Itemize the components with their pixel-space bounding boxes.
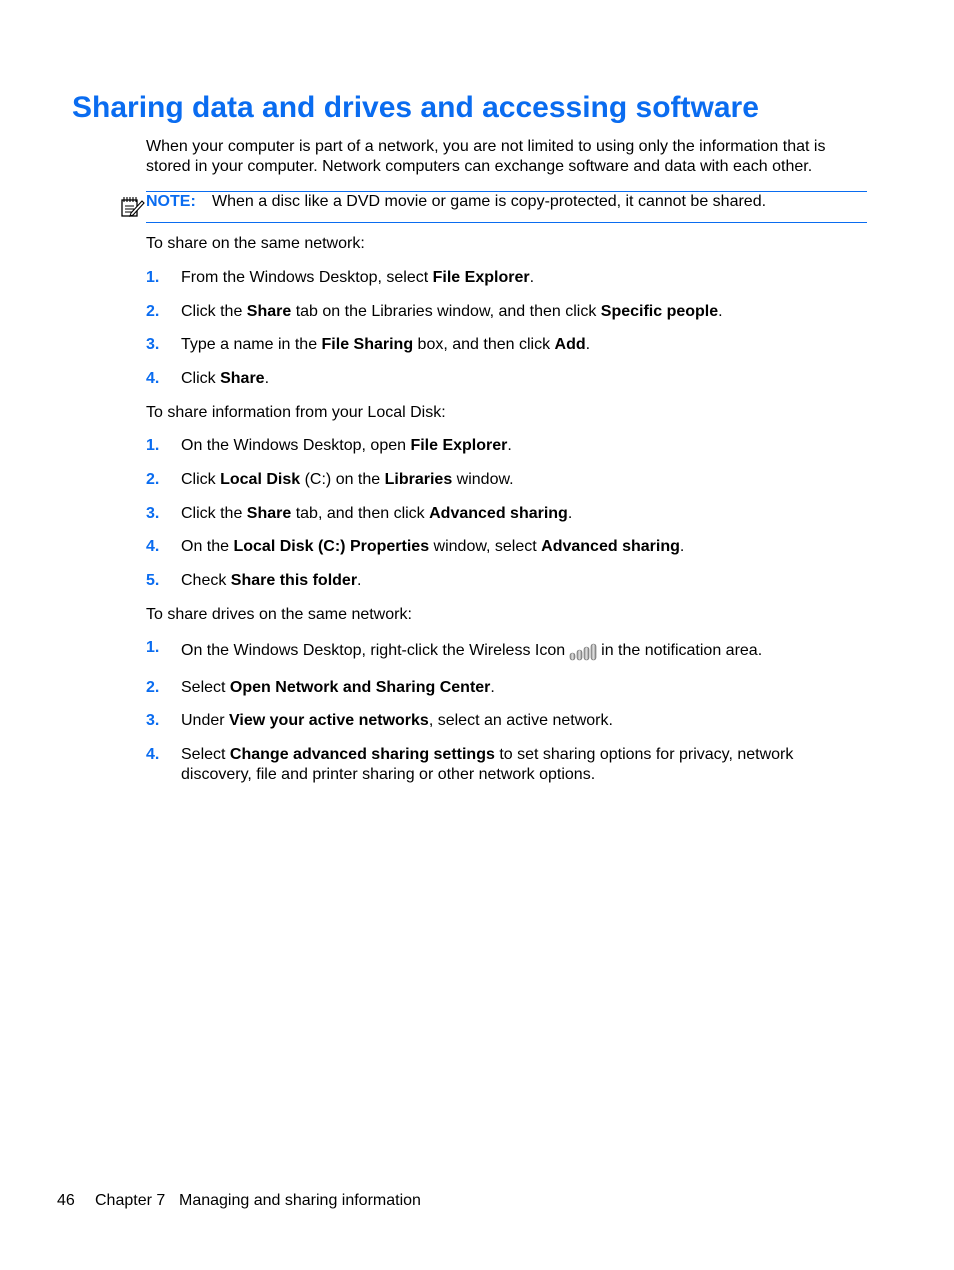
step-number: 3.: [146, 712, 160, 729]
list-item: Under View your active networks, select an active network.: [181, 712, 613, 729]
list-item: Select Change advanced sharing settings to set sharing options for privacy, network discovery, file and printer sharing or other network options.: [181, 746, 794, 783]
step-number: 4.: [146, 746, 160, 763]
step-number: 1.: [146, 639, 160, 656]
step-number: 4.: [146, 538, 160, 555]
step-number: 5.: [146, 572, 160, 589]
step-number: 3.: [146, 505, 160, 522]
list-item: Click the Share tab, and then click Advanced sharing.: [181, 505, 573, 522]
intro-paragraph: When your computer is part of a network, you are not limited to using only the information that is stored in your computer. Network computers can exchange software and data with each other.: [146, 138, 826, 175]
step-number: 4.: [146, 370, 160, 387]
page-number: 46: [57, 1192, 75, 1209]
list-item: On the Local Disk (C:) Properties window, select Advanced sharing.: [181, 538, 685, 555]
list-item: On the Windows Desktop, right-click the Wireless Icon in the notification area.: [181, 641, 762, 667]
step-number: 3.: [146, 336, 160, 353]
step-number: 1.: [146, 437, 160, 454]
list-item: Check Share this folder.: [181, 572, 362, 589]
list-item: On the Windows Desktop, open File Explorer.: [181, 437, 512, 454]
list-item: Select Open Network and Sharing Center.: [181, 679, 495, 696]
list-item: From the Windows Desktop, select File Explorer.: [181, 269, 535, 286]
section1-lead: To share on the same network:: [146, 235, 365, 252]
wireless-icon: [569, 641, 597, 667]
list-item: Click Local Disk (C:) on the Libraries window.: [181, 471, 514, 488]
step-number: 2.: [146, 471, 160, 488]
step-number: 1.: [146, 269, 160, 286]
list-item: Click Share.: [181, 370, 270, 387]
page-title: Sharing data and drives and accessing software: [72, 91, 759, 124]
list-item: Click the Share tab on the Libraries window, and then click Specific people.: [181, 303, 723, 320]
note-text: When a disc like a DVD movie or game is copy-protected, it cannot be shared.: [212, 193, 767, 210]
list-item: Type a name in the File Sharing box, and then click Add.: [181, 336, 591, 353]
step-number: 2.: [146, 679, 160, 696]
section2-lead: To share information from your Local Disk:: [146, 404, 446, 421]
chapter-label: Chapter 7: [95, 1192, 166, 1209]
note-label: NOTE:: [146, 193, 196, 210]
section3-lead: To share drives on the same network:: [146, 606, 412, 623]
chapter-title: Managing and sharing information: [179, 1192, 421, 1209]
note-icon: [119, 194, 145, 218]
step-number: 2.: [146, 303, 160, 320]
